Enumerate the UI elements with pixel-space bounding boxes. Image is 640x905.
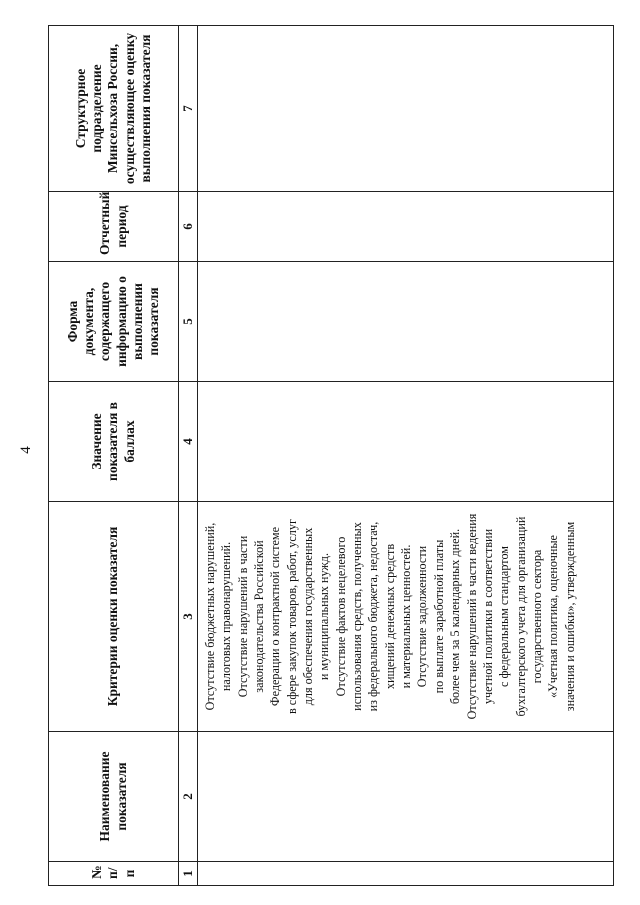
- criteria-line: Отсутствие нарушений в части: [235, 535, 250, 698]
- column-number: 5: [179, 262, 198, 382]
- cell-criteria: [198, 502, 614, 732]
- criteria-table: [48, 25, 614, 886]
- criteria-line: с федеральным стандартом: [497, 545, 512, 688]
- page-number: 4: [18, 446, 34, 454]
- criteria-line: хищений денежных средств: [382, 543, 397, 690]
- landscape-table-wrapper: [48, 26, 614, 886]
- cell-number: [198, 862, 614, 886]
- criteria-line: значения и ошибки», утвержденным: [562, 521, 577, 712]
- criteria-line: для обеспечения государственных: [301, 527, 316, 706]
- criteria-line: законодательства Российской: [252, 540, 267, 693]
- column-number: 4: [179, 382, 198, 502]
- criteria-line: налоговых правонарушений.: [219, 541, 234, 692]
- data-row: [198, 26, 614, 886]
- header-period: Отчетный период: [49, 192, 179, 262]
- criteria-line: государственного сектора: [529, 549, 544, 684]
- criteria-line: Федерации о контрактной системе: [268, 526, 283, 707]
- criteria-line: по выплате заработной платы: [431, 539, 446, 694]
- criteria-line: учетной политики в соответствии: [480, 528, 495, 705]
- header-document-form: Форма документа, содержащего информацию о выполнении показателя: [49, 262, 179, 382]
- criteria-line: и материальных ценностей.: [399, 544, 414, 689]
- cell-department: [198, 26, 614, 192]
- column-number: 1: [179, 862, 198, 886]
- column-number: 6: [179, 192, 198, 262]
- header-indicator-name: Наименование показателя: [49, 732, 179, 862]
- criteria-line: в сфере закупок товаров, работ, услуг: [284, 519, 299, 714]
- rotated-table-frame: [48, 26, 614, 886]
- column-number: 2: [179, 732, 198, 862]
- criteria-line: Отсутствие задолженности: [415, 545, 430, 688]
- column-number-row: [179, 26, 198, 886]
- criteria-line: использования средств, полученных: [350, 522, 365, 711]
- criteria-line: бухгалтерского учета для организаций: [513, 516, 528, 717]
- cell-score: [198, 382, 614, 502]
- criteria-line: из федерального бюджета, недостач,: [366, 521, 381, 712]
- criteria-line: Отсутствие нарушений в части ведения: [464, 513, 479, 720]
- header-score: Значение показателя в баллах: [49, 382, 179, 502]
- criteria-line: более чем за 5 календарных дней.: [448, 528, 463, 705]
- cell-document-form: [198, 262, 614, 382]
- header-criteria: Критерии оценки показателя: [49, 502, 179, 732]
- header-row: [49, 26, 179, 886]
- criteria-line: «Учетная политика, оценочные: [546, 535, 561, 698]
- criteria-line: и муниципальных нужд.: [317, 552, 332, 681]
- cell-period: [198, 192, 614, 262]
- column-number: 7: [179, 26, 198, 192]
- cell-indicator-name: [198, 732, 614, 862]
- header-number: № п/п: [49, 862, 179, 886]
- criteria-line: Отсутствие бюджетных нарушений,: [203, 522, 217, 711]
- criteria-line: Отсутствие фактов нецелевого: [333, 536, 348, 697]
- column-number: 3: [179, 502, 198, 732]
- header-department: Структурное подразделение Минсельхоза России, осуществляющее оценку выполнения показателя: [49, 26, 179, 192]
